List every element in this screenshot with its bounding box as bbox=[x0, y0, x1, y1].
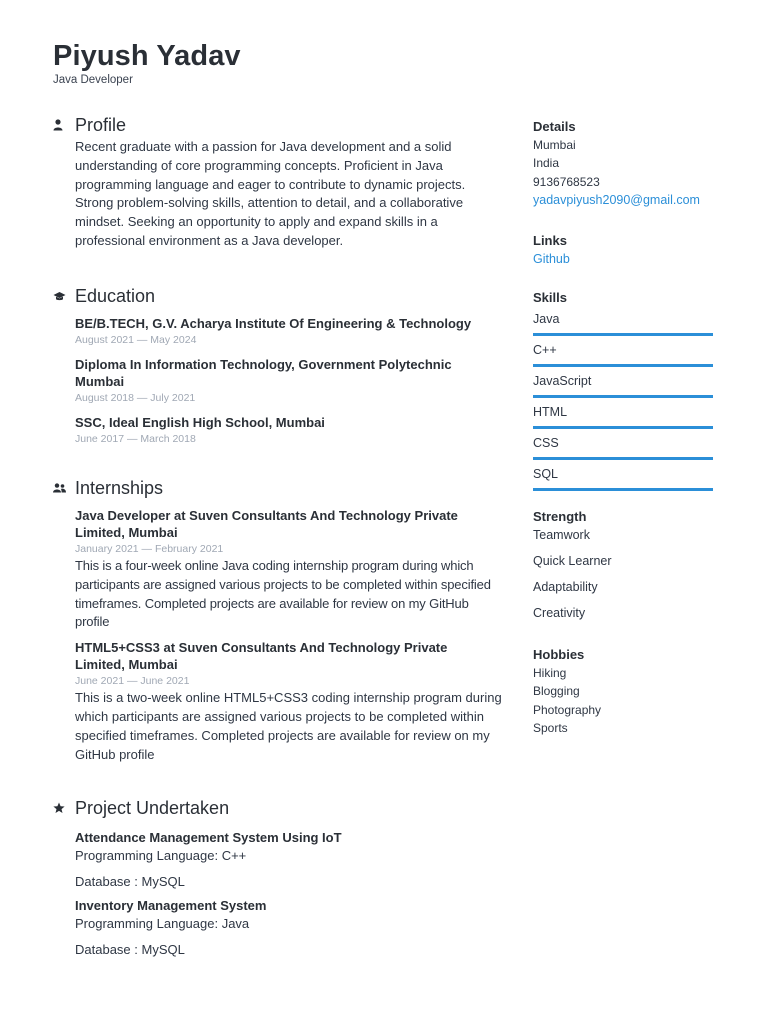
sidebar bbox=[533, 118, 715, 737]
project-item-database: Database : MySQL bbox=[75, 874, 185, 889]
internships-heading: Internships bbox=[75, 477, 164, 498]
skill-level-bar bbox=[533, 457, 713, 460]
strength-item: Teamwork bbox=[533, 528, 590, 542]
profile-heading: Profile bbox=[75, 114, 127, 135]
internship-item-date: January 2021 — February 2021 bbox=[75, 543, 224, 555]
resume-name: Piyush Yadav bbox=[53, 40, 241, 72]
skill-label: JavaScript bbox=[533, 374, 592, 388]
skill-item bbox=[533, 307, 715, 338]
education-item bbox=[53, 315, 503, 348]
skill-label: SQL bbox=[533, 467, 559, 481]
skill-level-bar bbox=[533, 395, 713, 398]
strength-item: Adaptability bbox=[533, 580, 598, 594]
skill-item bbox=[533, 400, 715, 431]
hobby-item: Photography bbox=[533, 702, 602, 717]
details-country: India bbox=[533, 156, 560, 171]
education-item-title: SSC, Ideal English High School, Mumbai bbox=[75, 415, 325, 430]
education-section bbox=[53, 283, 503, 475]
hobby-item: Blogging bbox=[533, 684, 580, 699]
education-item bbox=[53, 356, 503, 406]
profile-text: Recent graduate with a passion for Java development and a solid understanding of core programming concepts. Proficient in Java programming language and eager to contribute to dynamic projects. Strong problem-solving skills, attention to detail, and a collaborative mindset. Seeking an opportunity to apply and expand skills in a professional environment as a Java developer. bbox=[75, 139, 466, 248]
internships-section bbox=[53, 475, 503, 795]
hobby-item: Sports bbox=[533, 720, 568, 735]
projects-section bbox=[53, 795, 503, 963]
strength-heading: Strength bbox=[533, 509, 587, 524]
internship-item-title: Java Developer at Suven Consultants And Technology Private Limited, Mumbai bbox=[75, 508, 458, 540]
email-link[interactable]: yadavpiyush2090@gmail.com bbox=[533, 192, 700, 207]
skill-level-fill bbox=[533, 488, 713, 491]
education-item-date: August 2018 — July 2021 bbox=[75, 392, 196, 404]
internship-item-text: This is a four-week online Java coding internship program during which participants are assigned various projects to be completed within specified timeframes. Completed projects are available for review on my GitHub profile bbox=[75, 558, 491, 630]
links-section bbox=[533, 232, 715, 289]
projects-heading: Project Undertaken bbox=[75, 797, 230, 818]
details-heading: Details bbox=[533, 119, 576, 134]
details-section bbox=[533, 118, 715, 232]
strength-item: Creativity bbox=[533, 606, 586, 620]
skill-level-bar bbox=[533, 426, 713, 429]
project-item-language: Programming Language: C++ bbox=[75, 848, 247, 863]
skill-item bbox=[533, 338, 715, 369]
internship-item bbox=[53, 639, 503, 764]
education-item-title: Diploma In Information Technology, Government Polytechnic Mumbai bbox=[75, 357, 452, 389]
people-icon bbox=[53, 483, 75, 493]
skill-level-bar bbox=[533, 488, 713, 491]
skill-label: C++ bbox=[533, 343, 557, 357]
person-icon bbox=[53, 119, 75, 131]
project-item bbox=[53, 897, 503, 963]
strength-section bbox=[533, 508, 715, 646]
skill-level-fill bbox=[533, 457, 713, 460]
hobby-item: Hiking bbox=[533, 666, 567, 680]
details-phone: 9136768523 bbox=[533, 174, 600, 189]
skill-label: CSS bbox=[533, 436, 559, 450]
skills-heading: Skills bbox=[533, 290, 567, 305]
skills-section bbox=[533, 289, 715, 508]
resume-title: Java Developer bbox=[53, 74, 133, 86]
strength-item: Quick Learner bbox=[533, 554, 612, 568]
skill-label: Java bbox=[533, 312, 560, 326]
internship-item-date: June 2021 — June 2021 bbox=[75, 675, 190, 688]
internship-item-text: This is a two-week online HTML5+CSS3 coding internship program during which participants are assigned various projects to be completed within specified timeframes. Completed projects are available for review on my GitHub profile bbox=[75, 690, 502, 762]
internship-item bbox=[53, 507, 503, 632]
star-icon bbox=[53, 802, 75, 814]
hobbies-heading: Hobbies bbox=[533, 647, 585, 662]
skill-level-fill bbox=[533, 395, 713, 398]
education-heading: Education bbox=[75, 285, 156, 306]
profile-section bbox=[53, 112, 503, 283]
skill-level-fill bbox=[533, 364, 713, 367]
project-item-title: Inventory Management System bbox=[75, 898, 267, 913]
skill-label: HTML bbox=[533, 405, 568, 419]
hobbies-section bbox=[533, 646, 715, 737]
links-heading: Links bbox=[533, 233, 567, 248]
skills-list bbox=[533, 307, 715, 493]
project-item-database: Database : MySQL bbox=[75, 942, 185, 957]
education-item-title: BE/B.TECH, G.V. Acharya Institute Of Engineering & Technology bbox=[75, 316, 472, 331]
skill-level-fill bbox=[533, 333, 713, 336]
skill-item bbox=[533, 462, 715, 493]
main-column bbox=[53, 112, 503, 963]
skill-item bbox=[533, 431, 715, 462]
skill-level-bar bbox=[533, 333, 713, 336]
github-link[interactable]: Github bbox=[533, 252, 570, 266]
education-item-date: August 2021 — May 2024 bbox=[75, 334, 197, 346]
project-item-title: Attendance Management System Using IoT bbox=[75, 830, 342, 845]
education-item bbox=[53, 414, 503, 447]
internship-item-title: HTML5+CSS3 at Suven Consultants And Technology Private Limited, Mumbai bbox=[75, 640, 448, 673]
project-item bbox=[53, 829, 503, 895]
details-city: Mumbai bbox=[533, 138, 576, 152]
graduation-cap-icon bbox=[53, 291, 75, 302]
skill-level-fill bbox=[533, 426, 713, 429]
project-item-language: Programming Language: Java bbox=[75, 916, 250, 931]
skill-item bbox=[533, 369, 715, 400]
skill-level-bar bbox=[533, 364, 713, 367]
education-item-date: June 2017 — March 2018 bbox=[75, 433, 196, 445]
